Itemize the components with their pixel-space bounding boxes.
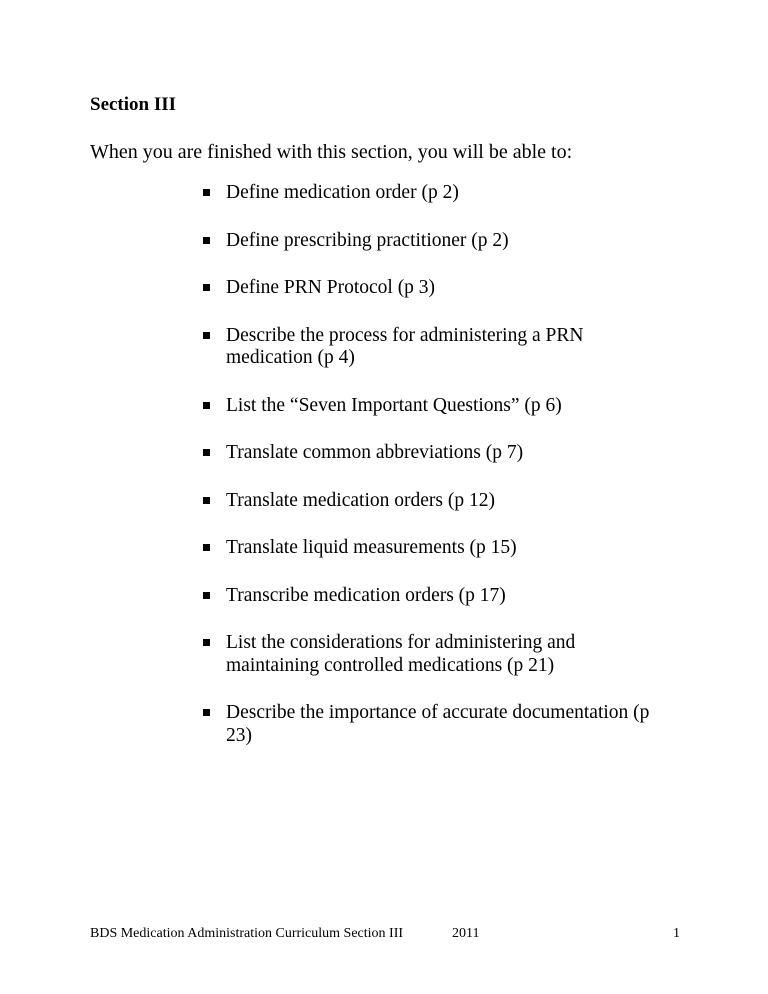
list-item bbox=[203, 632, 673, 677]
square-bullet-icon bbox=[203, 237, 210, 244]
square-bullet-icon bbox=[203, 284, 210, 291]
square-bullet-icon bbox=[203, 449, 210, 456]
square-bullet-icon bbox=[203, 402, 210, 409]
list-item bbox=[203, 537, 673, 560]
square-bullet-icon bbox=[203, 544, 210, 551]
list-item bbox=[203, 585, 673, 608]
square-bullet-icon bbox=[203, 639, 210, 646]
square-bullet-icon bbox=[203, 592, 210, 599]
section-heading: Section III bbox=[90, 94, 177, 115]
objective-text: Describe the process for administering a PRN medication (p 4) bbox=[226, 324, 584, 368]
list-item bbox=[203, 230, 673, 253]
square-bullet-icon bbox=[203, 332, 210, 339]
objective-text: Translate medication orders (p 12) bbox=[226, 489, 495, 511]
list-item bbox=[203, 325, 673, 370]
list-item bbox=[203, 395, 673, 418]
objective-text: Describe the importance of accurate documentation (p 23) bbox=[226, 702, 650, 746]
objective-text: List the considerations for administering and maintaining controlled medications (p 21) bbox=[226, 632, 576, 676]
square-bullet-icon bbox=[203, 497, 210, 504]
objective-text: Translate common abbreviations (p 7) bbox=[226, 442, 524, 463]
section-intro: When you are finished with this section, you will be able to: bbox=[90, 141, 573, 163]
objective-text: List the “Seven Important Questions” (p 6) bbox=[226, 394, 562, 416]
page-number: 1 bbox=[673, 926, 680, 941]
square-bullet-icon bbox=[203, 189, 210, 196]
square-bullet-icon bbox=[203, 709, 210, 716]
list-item bbox=[203, 702, 673, 747]
objective-text: Define PRN Protocol (p 3) bbox=[226, 277, 436, 298]
list-item bbox=[203, 490, 673, 513]
objective-text: Define medication order (p 2) bbox=[226, 182, 459, 203]
objective-text: Translate liquid measurements (p 15) bbox=[226, 537, 517, 558]
objective-text: Transcribe medication orders (p 17) bbox=[226, 584, 506, 606]
objective-text: Define prescribing practitioner (p 2) bbox=[226, 229, 509, 251]
footer-title: BDS Medication Administration Curriculum Section III bbox=[90, 926, 404, 941]
learning-objectives-list bbox=[203, 182, 673, 772]
footer-year: 2011 bbox=[452, 926, 480, 941]
list-item bbox=[203, 182, 673, 205]
page-footer bbox=[90, 925, 680, 943]
list-item bbox=[203, 277, 673, 300]
list-item bbox=[203, 442, 673, 465]
